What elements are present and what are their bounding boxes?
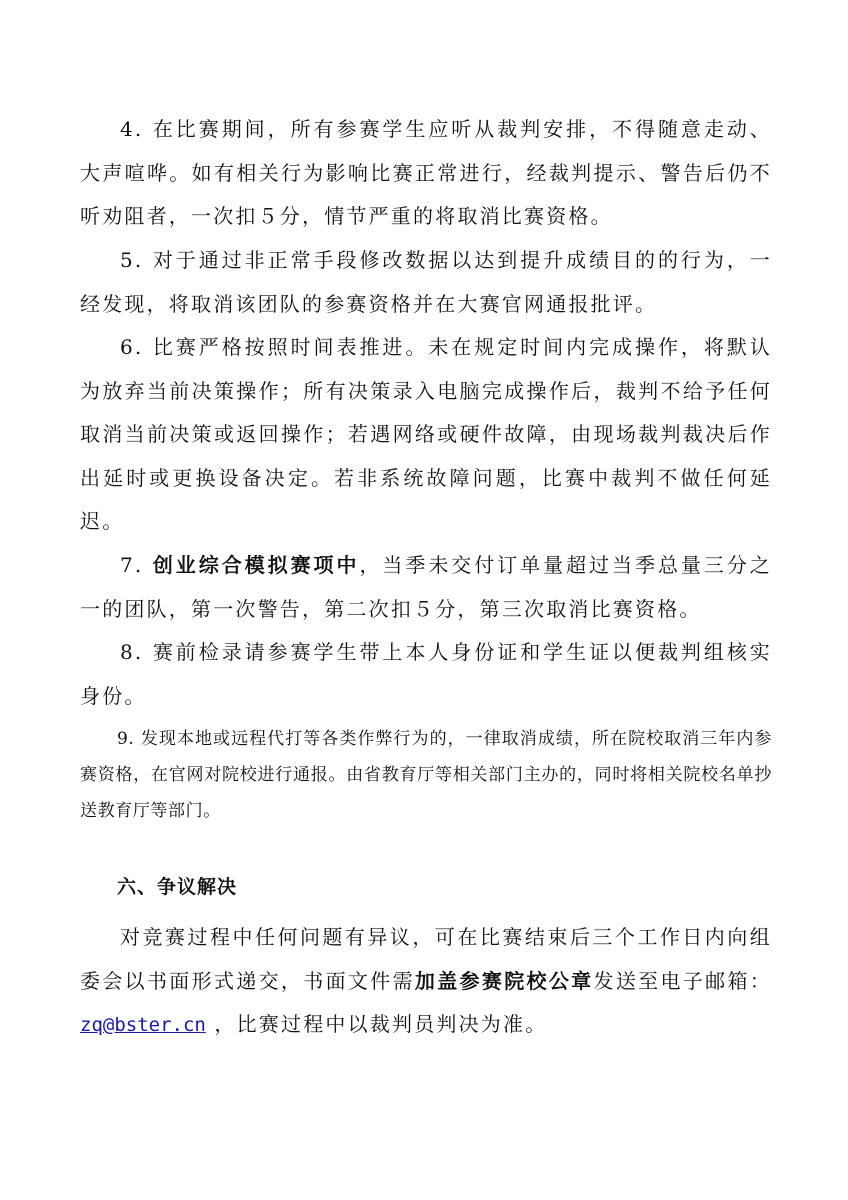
item-bold-text: 创业综合模拟赛项中 <box>152 553 360 577</box>
rule-item-9 <box>80 721 772 829</box>
dispute-paragraph <box>80 916 772 1048</box>
dispute-text: 对竞赛过程中任何问题有异议，可在比赛结束后三个工作日内向组委会以书面形式递交，书面文件需 <box>80 925 772 993</box>
rule-item-8 <box>80 631 772 718</box>
item-text: 比赛严格按照时间表推进。未在规定时间内完成操作，将默认为放弃当前决策操作；所有决策录入电脑完成操作后，裁判不给予任何取消当前决策或返回操作；若遇网络或硬件故障，由现场裁判裁决后作出延时或更换设备决定。若非系统故障问题，比赛中裁判不做任何延迟。 <box>80 335 772 533</box>
rule-item-5 <box>80 239 772 326</box>
section-heading: 六、争议解决 <box>117 876 238 898</box>
dispute-bold-text: 加盖参赛院校公章 <box>414 968 594 993</box>
dispute-text-end: ，比赛过程中以裁判员判决为准。 <box>205 1012 548 1036</box>
item-number: 6. <box>120 335 144 359</box>
item-text: 对于通过非正常手段修改数据以达到提升成绩目的的行为，一经发现，将取消该团队的参赛资格并在大赛官网通报批评。 <box>80 248 772 316</box>
item-number: 7. <box>120 553 144 577</box>
item-number: 5. <box>120 248 144 272</box>
item-text: 发现本地或远程代打等各类作弊行为的，一律取消成绩，所在院校取消三年内参赛资格，在官网对院校进行通报。由省教育厅等相关部门主办的，同时将相关院校名单抄送教育厅等部门。 <box>80 729 772 821</box>
item-number: 4. <box>120 117 144 141</box>
rule-item-6 <box>80 326 772 544</box>
item-number: 8. <box>120 640 144 664</box>
item-text: 在比赛期间，所有参赛学生应听从裁判安排，不得随意走动、大声喧哗。如有相关行为影响比赛正常进行，经裁判提示、警告后仍不听劝阻者，一次扣５分，情节严重的将取消比赛资格。 <box>80 117 772 228</box>
rule-item-7 <box>80 544 772 631</box>
rule-item-4 <box>80 108 772 239</box>
item-text: ，当季未交付订单量超过当季总量三分之一的团队，第一次警告，第二次扣５分，第三次取消比赛资格。 <box>80 553 772 621</box>
dispute-text-middle: 发送至电子邮箱： <box>593 968 772 993</box>
email-link[interactable]: zq@bster.cn <box>80 1014 206 1036</box>
item-number: 9. <box>117 729 135 749</box>
item-text: 赛前检录请参赛学生带上本人身份证和学生证以便裁判组核实身份。 <box>80 640 772 708</box>
